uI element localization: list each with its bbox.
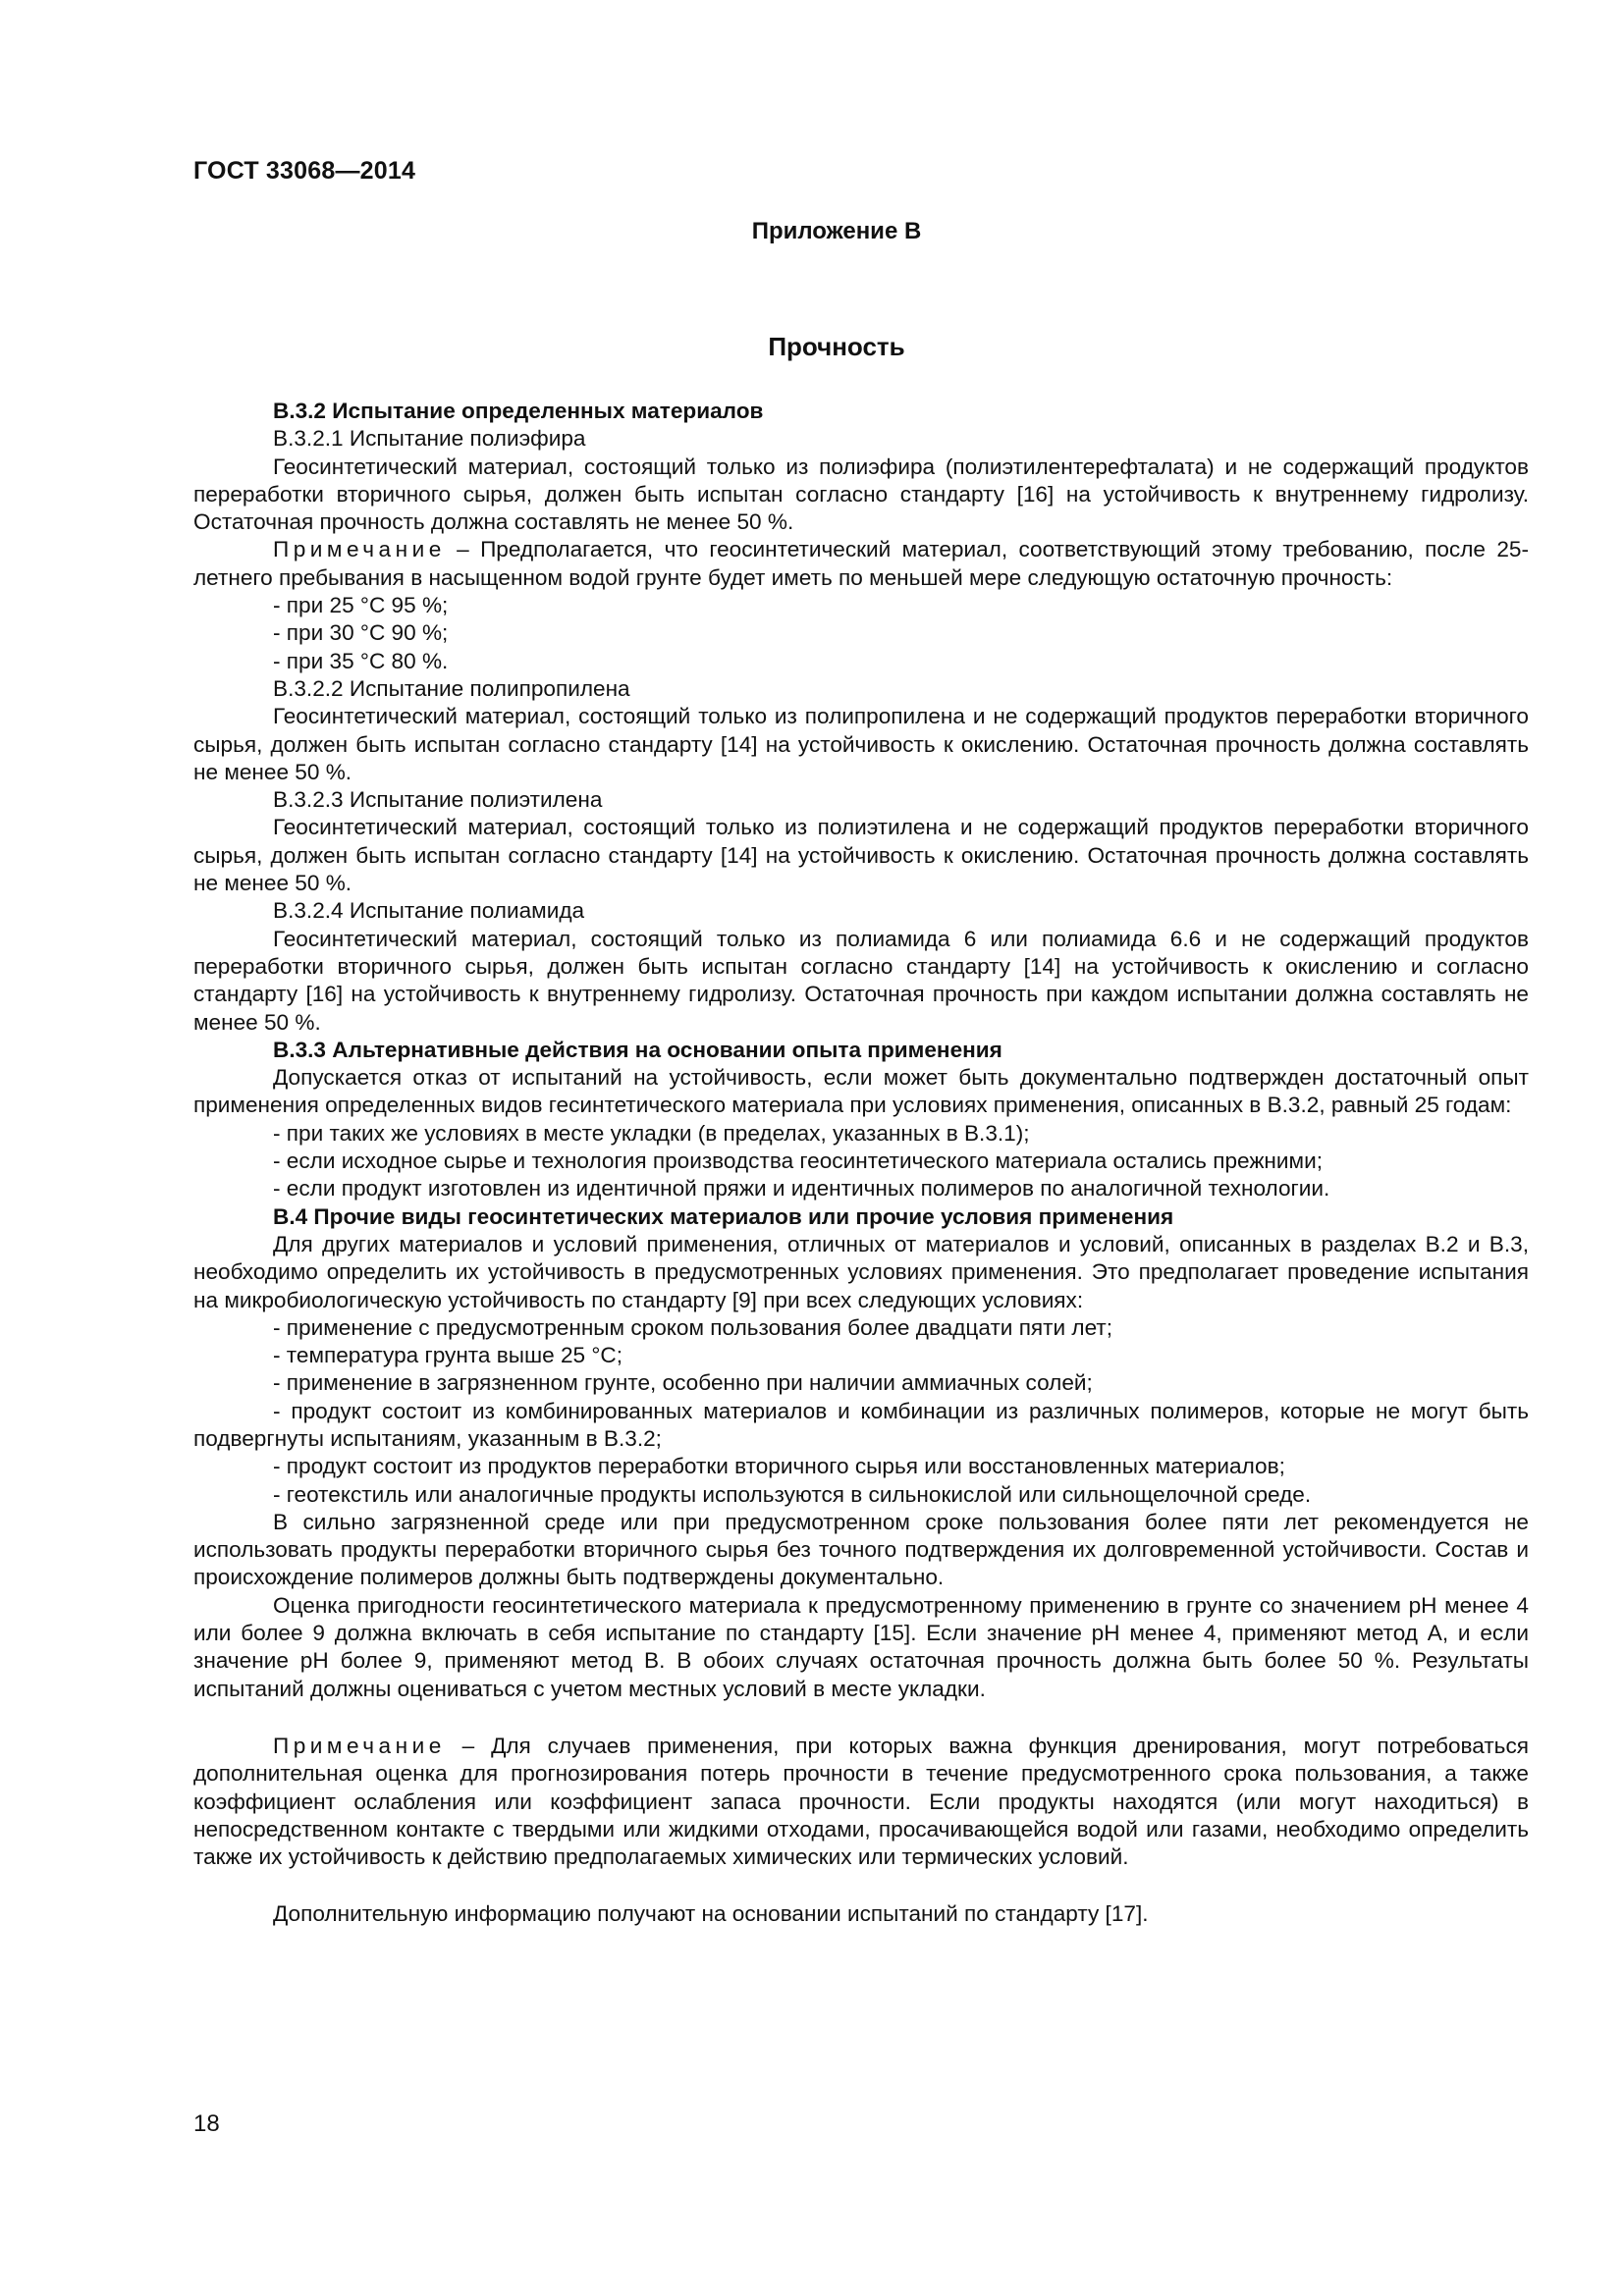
- note-text: – Для случаев применения, при которых важна функция дренирования, могут потребоваться дополнительная оценка для прогнозирования потерь прочности в течение предусмотренного срока пользования, а также коэффициент ослабления или коэффициент запаса прочности. Если продукты находятся (или могут находиться) в непосредственном контакте с твердыми или жидкими отходами, просачивающейся водой или газами, необходимо определить также их устойчивость к действию предполагаемых химических или термических условий.: [193, 1733, 1529, 1870]
- note-label: Примечание: [273, 1733, 446, 1758]
- paragraph: Для других материалов и условий применения, отличных от материалов и условий, описанных в разделах В.2 и В.3, необходимо определить их устойчивость в предусмотренных условиях применения. Это предполагает проведение испытания на микробиологическую устойчивость по стандарту [9] при всех следующих условиях:: [193, 1231, 1529, 1312]
- paragraph: Допускается отказ от испытаний на устойчивость, если может быть документально подтвержден достаточный опыт применения определенных видов гесинтетического материала при условиях применения, описанных в В.3.2, равный 25 годам:: [193, 1065, 1529, 1118]
- list-item: - применение в загрязненном грунте, особенно при наличии аммиачных солей;: [273, 1370, 1093, 1396]
- list-item: - при таких же условиях в месте укладки (в пределах, указанных в В.3.1);: [273, 1120, 1030, 1146]
- paragraph: Дополнительную информацию получают на основании испытаний по стандарту [17].: [273, 1901, 1149, 1927]
- paragraph: Геосинтетический материал, состоящий только из полиэтилена и не содержащий продуктов переработки вторичного сырья, должен быть испытан согласно стандарту [14] на устойчивость к окислению. Остаточная прочность должна составлять не менее 50 %.: [193, 815, 1529, 896]
- standard-number: ГОСТ 33068—2014: [193, 157, 416, 185]
- list-item: - при 25 °С 95 %;: [273, 593, 449, 618]
- note: [193, 536, 1529, 592]
- section-heading: В.3.3 Альтернативные действия на основании опыта применения: [273, 1037, 1002, 1062]
- document-body: [193, 398, 1529, 1929]
- subsection-heading: В.3.2.4 Испытание полиамида: [273, 898, 585, 924]
- note-label: Примечание: [273, 537, 446, 562]
- list-item: - при 30 °С 90 %;: [273, 620, 449, 646]
- appendix-label: Приложение В: [751, 218, 922, 244]
- spacer: [193, 1703, 1529, 1733]
- page-number: 18: [193, 2110, 220, 2137]
- paragraph: Геосинтетический материал, состоящий только из полипропилена и не содержащий продуктов переработки вторичного сырья, должен быть испытан согласно стандарту [14] на устойчивость к окислению. Остаточная прочность должна составлять не менее 50 %.: [193, 704, 1529, 784]
- list-item: - геотекстиль или аналогичные продукты используются в сильнокислой или сильнощелочной среде.: [273, 1481, 1312, 1507]
- spacer: [193, 1871, 1529, 1900]
- subsection-heading: В.3.2.2 Испытание полипропилена: [273, 675, 630, 701]
- list-item: - при 35 °С 80 %.: [273, 648, 449, 673]
- paragraph: Геосинтетический материал, состоящий только из полиэфира (полиэтилентерефталата) и не содержащий продуктов переработки вторичного сырья, должен быть испытан согласно стандарту [16] на устойчивость к внутреннему гидролизу. Остаточная прочность должна составлять не менее 50 %.: [193, 454, 1529, 535]
- paragraph: В сильно загрязненной среде или при предусмотренном сроке пользования более пяти лет рекомендуется не использовать продукты переработки вторичного сырья без точного подтверждения их долговременной устойчивости. Состав и происхождение полимеров должны быть подтверждены документально.: [193, 1509, 1529, 1590]
- paragraph: Геосинтетический материал, состоящий только из полиамида 6 или полиамида 6.6 и не содержащий продуктов переработки вторичного сырья, должен быть испытан согласно стандарту [14] на устойчивость к окислению и согласно стандарту [16] на устойчивость к внутреннему гидролизу. Остаточная прочность при каждом испытании должна составлять не менее 50 %.: [193, 926, 1529, 1035]
- list-item: - продукт состоит из продуктов переработки вторичного сырья или восстановленных материалов;: [273, 1454, 1285, 1479]
- list-item: - температура грунта выше 25 °С;: [273, 1343, 623, 1368]
- list-item: - если исходное сырье и технология производства геосинтетического материала остались прежними;: [273, 1148, 1323, 1174]
- list-item: - если продукт изготовлен из идентичной пряжи и идентичных полимеров по аналогичной технологии.: [273, 1176, 1330, 1201]
- note-text: – Предполагается, что геосинтетический материал, соответствующий этому требованию, после 25-летнего пребывания в насыщенном водой грунте будет иметь по меньшей мере следующую остаточную прочность:: [193, 537, 1529, 590]
- list-item: - применение с предусмотренным сроком пользования более двадцати пяти лет;: [273, 1314, 1113, 1340]
- page-title: Прочность: [768, 332, 905, 361]
- section-heading: В.3.2 Испытание определенных материалов: [273, 399, 764, 423]
- list-item: - продукт состоит из комбинированных материалов и комбинации из различных полимеров, которые не могут быть подвергнуты испытаниям, указанным в В.3.2;: [193, 1398, 1529, 1451]
- section-heading: В.4 Прочие виды геосинтетических материалов или прочие условия применения: [273, 1203, 1174, 1229]
- note: [193, 1733, 1529, 1871]
- subsection-heading: В.3.2.3 Испытание полиэтилена: [273, 787, 603, 813]
- paragraph: Оценка пригодности геосинтетического материала к предусмотренному применению в грунте со значением рН менее 4 или более 9 должна включать в себя испытание по стандарту [15]. Если значение рН менее 4, применяют метод А, и если значение рН более 9, применяют метод В. В обоих случаях остаточная прочность должна быть более 50 %. Результаты испытаний должны оцениваться с учетом местных условий в месте укладки.: [193, 1592, 1529, 1701]
- subsection-heading: В.3.2.1 Испытание полиэфира: [273, 426, 586, 452]
